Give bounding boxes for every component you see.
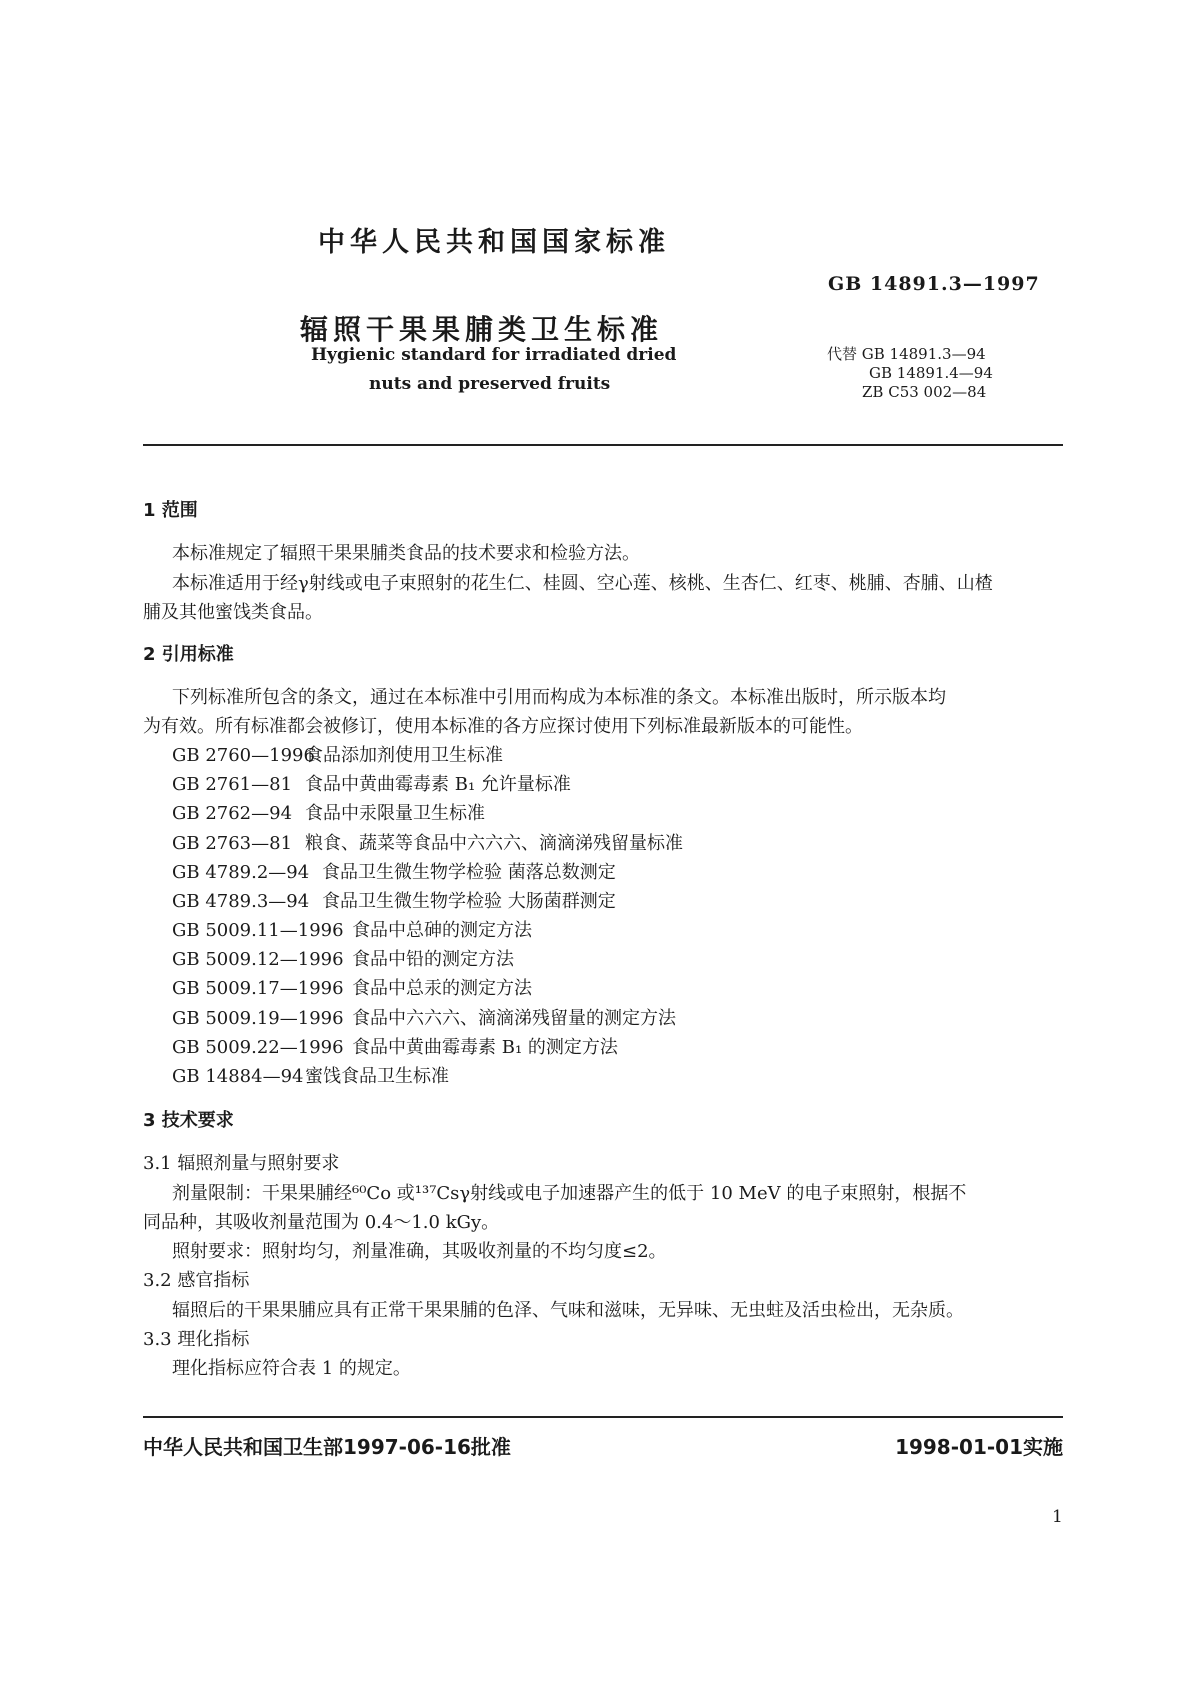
reference-item: [172, 1033, 618, 1059]
section-1-heading: 1 范围: [143, 500, 198, 521]
reference-item: [172, 1062, 449, 1088]
national-standard-title: 中华人民共和国国家标准: [318, 227, 670, 258]
section-3-1-paragraph: 照射要求：照射均匀，剂量准确，其吸收剂量的不均匀度≤2。: [172, 1241, 667, 1262]
reference-item: [172, 741, 503, 767]
reference-item: [172, 799, 485, 825]
reference-code: GB 5009.11—1996: [172, 920, 344, 941]
section-3-2-paragraph: 辐照后的干果果脯应具有正常干果果脯的色泽、气味和滋味，无异味、无虫蛀及活虫检出，无杂质。: [172, 1300, 964, 1321]
section-3-heading: 3 技术要求: [143, 1110, 234, 1131]
section-1-paragraph: 本标准规定了辐照干果果脯类食品的技术要求和检验方法。: [172, 543, 640, 564]
section-3-3-heading: 3.3 理化指标: [143, 1329, 250, 1350]
reference-code: GB 4789.3—94: [172, 891, 310, 912]
reference-code: GB 2761—81: [172, 774, 293, 795]
reference-code: GB 4789.2—94: [172, 862, 310, 883]
section-2-heading: 2 引用标准: [143, 644, 234, 665]
reference-item: [172, 770, 571, 796]
document-title-cn: 辐照干果果脯类卫生标准: [300, 313, 664, 346]
section-2-paragraph: 下列标准所包含的条文，通过在本标准中引用而构成为本标准的条文。本标准出版时，所示版本均: [172, 687, 946, 708]
reference-item: [172, 829, 683, 855]
reference-title: 食品中总汞的测定方法: [352, 978, 532, 999]
reference-code: GB 14884—94: [172, 1066, 304, 1087]
footer-rule: [143, 1416, 1063, 1418]
document-title-en-line2: nuts and preserved fruits: [369, 374, 611, 394]
replaces-block: [827, 345, 993, 402]
reference-code: GB 2762—94: [172, 803, 293, 824]
section-3-1-paragraph: 同品种，其吸收剂量范围为 0.4～1.0 kGy。: [143, 1212, 500, 1233]
reference-code: GB 5009.22—1996: [172, 1037, 344, 1058]
reference-code: GB 5009.12—1996: [172, 949, 344, 970]
section-3-1-paragraph: 剂量限制：干果果脯经⁶⁰Co 或¹³⁷Csγ射线或电子加速器产生的低于 10 MeV 的电子束照射，根据不: [172, 1183, 967, 1204]
standard-number: GB 14891.3—1997: [828, 273, 1040, 295]
section-1-paragraph: 脯及其他蜜饯类食品。: [143, 602, 323, 623]
reference-title: 食品添加剂使用卫生标准: [305, 745, 503, 766]
header-rule: [143, 444, 1063, 446]
reference-title: 蜜饯食品卫生标准: [305, 1066, 449, 1087]
reference-title: 食品中六六六、滴滴涕残留量的测定方法: [352, 1008, 676, 1029]
reference-item: [172, 916, 532, 942]
replaces-line: GB 14891.4—94: [869, 364, 993, 382]
effective-date: 1998-01-01实施: [895, 1435, 1063, 1459]
reference-title: 食品中总砷的测定方法: [352, 920, 532, 941]
replaces-line: ZB C53 002—84: [862, 383, 987, 401]
reference-item: [172, 974, 532, 1000]
reference-code: GB 2763—81: [172, 833, 293, 854]
reference-title: 食品中黄曲霉毒素 B₁ 允许量标准: [305, 774, 571, 795]
section-3-1-heading: 3.1 辐照剂量与照射要求: [143, 1153, 340, 1174]
reference-code: GB 2760—1996: [172, 745, 315, 766]
reference-item: [172, 858, 616, 884]
reference-title: 食品卫生微生物学检验 大肠菌群测定: [322, 891, 616, 912]
reference-title: 食品中黄曲霉毒素 B₁ 的测定方法: [352, 1037, 618, 1058]
section-2-paragraph: 为有效。所有标准都会被修订，使用本标准的各方应探讨使用下列标准最新版本的可能性。: [143, 716, 863, 737]
section-1-paragraph: 本标准适用于经γ射线或电子束照射的花生仁、桂圆、空心莲、核桃、生杏仁、红枣、桃脯、杏脯、山楂: [172, 573, 993, 594]
page-number: 1: [1052, 1507, 1063, 1527]
reference-code: GB 5009.17—1996: [172, 978, 344, 999]
reference-title: 食品中汞限量卫生标准: [305, 803, 485, 824]
approval-line: 中华人民共和国卫生部1997-06-16批准: [143, 1435, 511, 1459]
reference-code: GB 5009.19—1996: [172, 1008, 344, 1029]
reference-title: 粮食、蔬菜等食品中六六六、滴滴涕残留量标准: [305, 833, 683, 854]
section-3-3-paragraph: 理化指标应符合表 1 的规定。: [172, 1358, 411, 1379]
reference-item: [172, 887, 616, 913]
section-3-2-heading: 3.2 感官指标: [143, 1270, 250, 1291]
reference-title: 食品卫生微生物学检验 菌落总数测定: [322, 862, 616, 883]
reference-item: [172, 1004, 676, 1030]
reference-title: 食品中铅的测定方法: [352, 949, 514, 970]
document-title-en-line1: Hygienic standard for irradiated dried: [311, 345, 677, 365]
reference-item: [172, 945, 514, 971]
replaces-line: 代替 GB 14891.3—94: [827, 345, 986, 363]
